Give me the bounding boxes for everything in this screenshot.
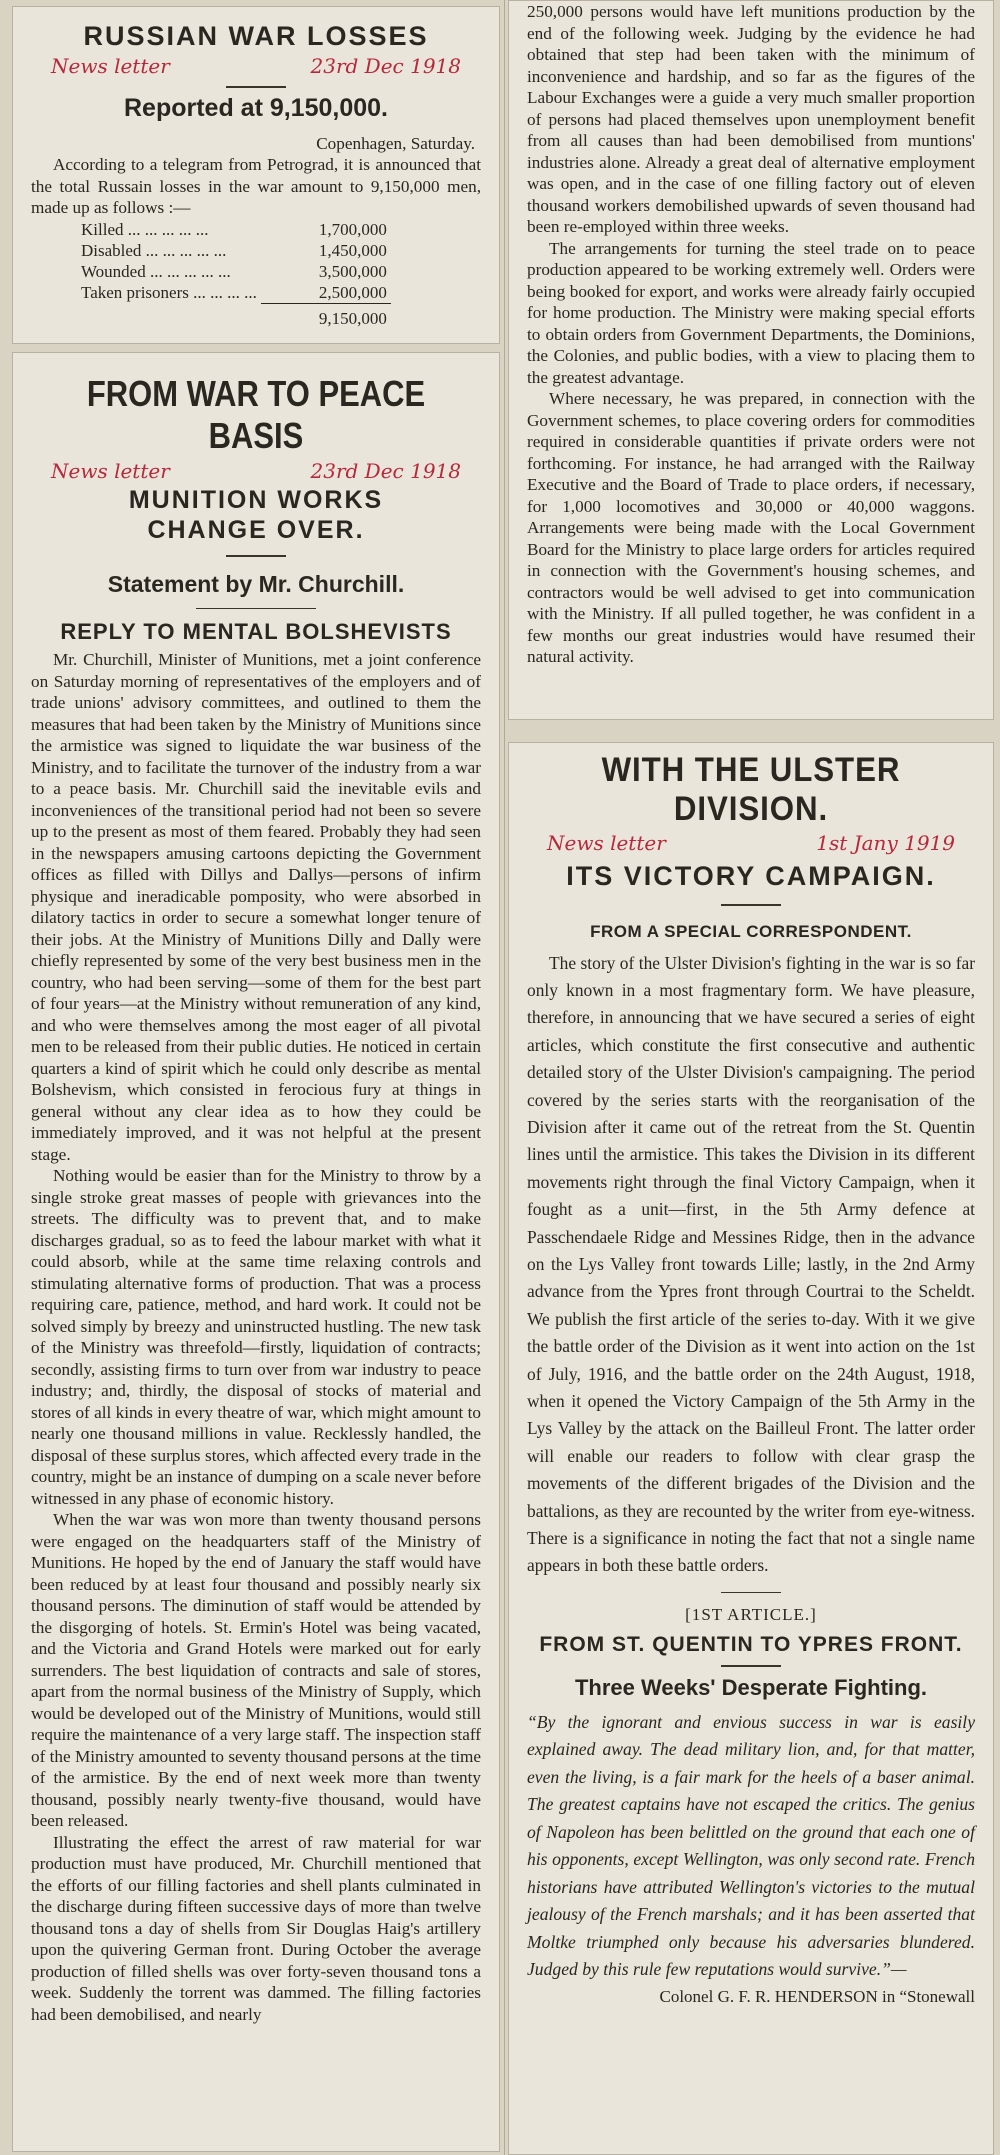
munitions-paragraph: When the war was won more than twenty thousand persons were engaged on the headquarters staff of the Ministry of Munitions. He hoped by the end of January the staff would have been reduced by at least four thousand and possibly nearly six thousand persons. The diminution of staff would be attended by the disgorging of hotels. St. Ermin's Hotel was being vacated, and the Victoria and Grand Hotels were marked out for early surrenders. The best liquidation of contracts and sale of stores, apart from the normal business of the Ministry of Supply, which would be developed out of the Ministry of Munitions, would still require the maintenance of a very large staff. The inspection staff of the Ministry amounted to seventy thousand persons at the time of the armistice. By the end of next week more than twenty thousand, possibly nearly twenty-five thousand, would have been released.	[31, 1510, 481, 1830]
munitions-reply-heading: REPLY TO MENTAL BOLSHEVISTS	[60, 619, 452, 644]
table-total-row	[77, 303, 391, 329]
loss-value: 1,700,000	[318, 219, 387, 239]
munitions-title: FROM WAR TO PEACE BASIS	[86, 373, 426, 456]
page-divider	[504, 0, 505, 2155]
ulster-title: WITH THE ULSTER DIVISION.	[601, 751, 901, 828]
munitions-note-left: News letter	[51, 459, 170, 483]
loss-total: 9,150,000	[261, 303, 391, 329]
divider	[721, 904, 781, 906]
ulster-note-left: News letter	[547, 831, 666, 855]
loss-label: Wounded ... ... ... ... ...	[81, 261, 231, 281]
quote-attribution: Colonel G. F. R. HENDERSON in “Stonewall	[659, 1986, 975, 2006]
munitions-subhead: MUNITION WORKS CHANGE OVER.	[128, 486, 384, 544]
russian-handwritten-note	[31, 52, 481, 80]
munitions-handwritten-note	[31, 457, 481, 485]
munitions-continued-paragraph: The arrangements for turning the steel trade on to peace production appeared to be working extremely well. Orders were being booked for export, and works were already fairly occupied for home production. The Ministry were making special efforts to obtain orders from Government Departments, the Dominions, the Colonies, and public bodies, with a view to placing them to the greatest advantage.	[527, 238, 975, 387]
loss-label: Killed ... ... ... ... ...	[81, 219, 209, 239]
divider	[721, 1592, 781, 1594]
divider	[226, 555, 286, 557]
loss-value: 3,500,000	[318, 261, 387, 281]
divider	[196, 608, 316, 610]
ulster-note-right: 1st Jany 1919	[816, 831, 955, 855]
munitions-paragraph: Illustrating the effect the arrest of raw material for war production must have produced, Mr. Churchill mentioned that the efforts of our filling factories and shell plants culminated in the discharge during fifteen successive days of more than twelve thousand tons a day of shells from Sir Douglas Haig's artillery upon the quivering German front. During October the average production of filled shells was over forty-seven thousand tons a week. Suddenly the torrent was dammed. The filling factories had been demobilised, and nearly	[31, 1832, 481, 2024]
loss-label: Taken prisoners ... ... ... ...	[81, 282, 257, 302]
munitions-note-right: 23rd Dec 1918	[310, 459, 461, 483]
losses-table	[77, 219, 391, 329]
table-row	[77, 240, 391, 261]
article-quote: “By the ignorant and envious success in war is easily explained away. The dead military lion, and, for that matter, even the living, is a fair mark for the heels of a baser animal. The greatest captains have not escaped the critics. The genius of Napoleon has been belittled on the ground that each one of his opponents, except Wellington, was only second rate. French historians have attributed Wellington's victories to the mutual jealousy of the French marshals; and it has been asserted that Moltke triumphed only because his adversaries blundered. Judged by this rule few reputations would survive.”—	[527, 1711, 975, 1980]
ulster-handwritten-note	[527, 829, 975, 857]
divider	[226, 86, 286, 88]
russian-intro: According to a telegram from Petrograd, it is announced that the total Russain losses in the war amount to 9,150,000 men, made up as follows :—	[31, 155, 481, 217]
munitions-statement: Statement by Mr. Churchill.	[107, 570, 405, 597]
russian-note-left: News letter	[51, 54, 170, 78]
clipping-war-to-peace	[12, 352, 500, 2152]
article-tag: [1ST ARTICLE.]	[685, 1605, 817, 1625]
munitions-paragraph: Mr. Churchill, Minister of Munitions, met a joint conference on Saturday morning of representatives of the employers and of trade unions' advisory committees, and outlined to them the measures that had been taken by the Ministry of Munitions since the armistice was signed to liquidate the war business of the Ministry, and to facilitate the turnover of the industry from a war to a peace basis. Mr. Churchill said the inevitable evils and inconveniences of the transitional period had not been so severe up to the present as most of them feared. Probably they had seen in the newspapers amusing cartoons depicting the Government offices as filled with Dillys and Dallys—persons of infirm physique and ineradicable pomposity, who were absorbed in dilatory tactics in order to secure a somewhat longer tenure of their jobs. At the Ministry of Munitions Dilly and Dally were chiefly represented by some of the very best business men in the country, who had been serving—some of them for the best part of four years—at the Ministry without remuneration of any kind, and who were themselves among the most eager of all pivotal men to be released from their public duties. He noticed in certain quarters a kind of spirit which he could only describe as mental Bolshevism, which consisted in ferocious fury at things in general without any clear idea as to how they could be immediately improved, and it was not helpful at the present stage.	[31, 650, 481, 1164]
russian-subtitle: Reported at 9,150,000.	[123, 93, 388, 122]
loss-value: 2,500,000	[318, 282, 387, 302]
clipping-russian-war-losses	[12, 6, 500, 344]
russian-note-right: 23rd Dec 1918	[310, 54, 461, 78]
clipping-ulster-division	[508, 742, 994, 2155]
munitions-continued-paragraph: 250,000 persons would have left munitions production by the end of the following week. Judging by the evidence he had obtained that step had been taken with the minimum of inconvenience and hardship, and so far as the figures of the Labour Exchanges were a guide a very much smaller proportion of persons had placed themselves upon unemployment benefit from all causes than had been demobilised from muntions' industries alone. Already a great deal of alternative employment was open, and in the case of one filling factory out of eleven thousand workers demobilished upwards of seven thousand had been re-employed within three weeks.	[527, 2, 975, 236]
divider	[721, 1665, 781, 1667]
ulster-intro: The story of the Ulster Division's fighting in the war is so far only known in a most fragmentary form. We have pleasure, therefore, in announcing that we have secured a series of eight articles, which constitute the first consecutive and authentic detailed story of the Ulster Division's campaigning. The period covered by the series starts with the reorganisation of the Division after it came out of the retreat from the St. Quentin lines until the armistice. This takes the Division in its different movements right through the final Victory Campaign, when it fought as a unit—first, in the 5th Army defence at Passchendaele Ridge and Messines Ridge, then in the advance on the Lys Valley front towards Lille; lastly, in the 2nd Army advance from the Ypres front through Courtrai to the Scheldt. We publish the first article of the series to-day. With it we give the battle order of the Division as it went into action on the 1st of July, 1916, and the battle order on the 24th August, 1918, when it opened the Victory Campaign of the 5th Army in the Lys Valley by the attack on the Bailleul Front. The latter order will enable our readers to follow with clear grasp the movements of the different brigades of the Division and the battalions, as they are recounted by the writer from eye-witness. There is a significance in noting the fact that not a single name appears in both these battle orders.	[527, 952, 975, 1576]
russian-dateline: Copenhagen, Saturday.	[316, 133, 475, 153]
ulster-subtitle: ITS VICTORY CAMPAIGN.	[566, 861, 936, 891]
clipping-munitions-continued	[508, 0, 994, 720]
loss-value: 1,450,000	[318, 240, 387, 260]
loss-label: Disabled ... ... ... ... ...	[81, 240, 227, 260]
munitions-continued-paragraph: Where necessary, he was prepared, in connection with the Government schemes, to place covering orders for commodities required in considerable quantities if private orders were not forthcoming. For instance, he had arranged with the Railway Executive and the Board of Trade to place orders, if necessary, for 1,000 locomotives and 30,000 or 40,000 waggons. Arrangements were being made with the Local Government Board for the Ministry to place large orders for articles required in connection with the Government's housing schemes, and contractors would be well advised to get into communication with the Ministry. If all pulled together, he was confident in a few months our great industries would have resumed their natural activity.	[527, 389, 975, 666]
article-title: FROM ST. QUENTIN TO YPRES FRONT.	[539, 1633, 963, 1657]
ulster-byline: FROM A SPECIAL CORRESPONDENT.	[590, 921, 912, 941]
table-row	[77, 261, 391, 282]
russian-title: RUSSIAN WAR LOSSES	[83, 21, 429, 51]
article-subtitle: Three Weeks' Desperate Fighting.	[574, 1674, 928, 1700]
munitions-paragraph: Nothing would be easier than for the Ministry to throw by a single stroke great masses of people with grievances into the streets. The difficulty was to prevent that, and to make discharges gradual, so as to feed the labour market with what it could absorb, while at the same time relaxing controls and stimulating alternative forms of production. That was a process requiring care, patience, method, and hard work. It could not be solved simply by breezy and uninstructed hustling. The new task of the Ministry was threefold—firstly, liquidation of contracts; secondly, assisting firms to turn over from war industry to peace industry; and, thirdly, the disposal of stocks of material and stores of all kinds in every theatre of war, which might amount to nearly one thousand millions in value. Recklessly handled, the disposal of these surplus stores, which affected every trade in the country, might be an instance of dumping on a scale never before witnessed in any phase of economic history.	[31, 1166, 481, 1508]
table-row	[77, 219, 391, 240]
table-row	[77, 282, 391, 304]
